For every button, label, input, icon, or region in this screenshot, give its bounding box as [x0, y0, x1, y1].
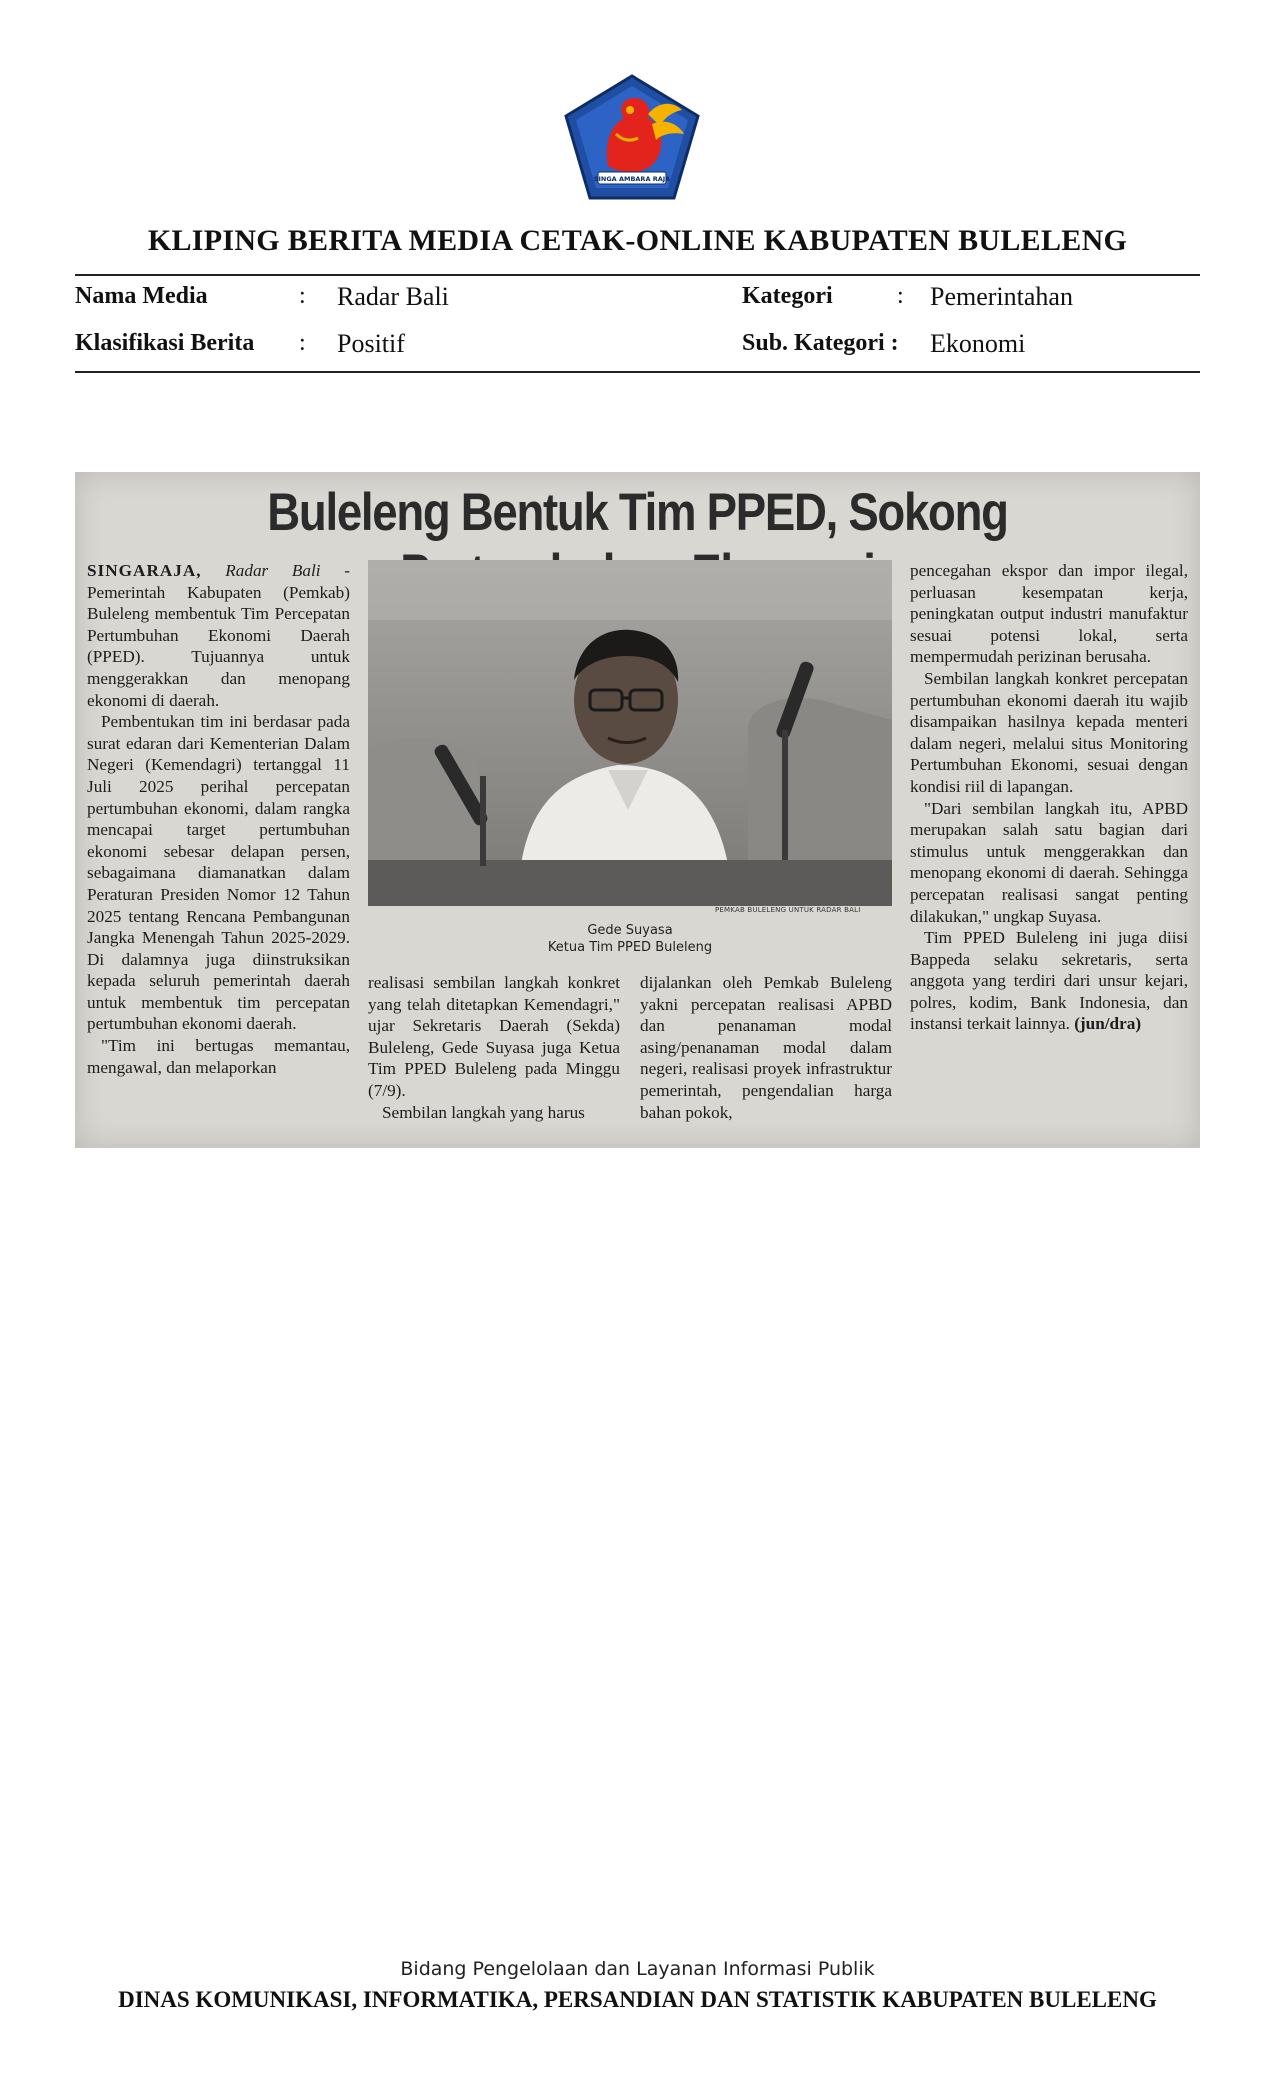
media-value: Radar Bali [337, 282, 449, 311]
column-4-paragraph-3: "Dari sembilan langkah itu, APBD merupakan salah satu bagian dari stimulus untuk menggerakkan dan menopang ekonomi di daerah. Sehingga percepatan realisasi sangat penting dilakukan," ungkap Suyasa. [910, 798, 1188, 926]
article-column-1 [87, 560, 350, 1140]
article-lead-paragraph [87, 560, 350, 711]
caption-role: Ketua Tim PPED Buleleng [547, 940, 713, 955]
column-1-paragraph-1: - Pemerintah Kabupaten (Pemkab) Buleleng membentuk Tim Percepatan Pertumbuhan Ekonomi Daerah (PPED). Tujuannya untuk menggerakkan dan menopang ekonomi di daerah. [87, 561, 350, 710]
subcategory-value: Ekonomi [930, 329, 1026, 358]
photo-caption [368, 922, 892, 956]
article-source: Radar Bali [225, 561, 321, 580]
bottom-divider [75, 371, 1200, 373]
top-divider [75, 274, 1200, 276]
column-4-paragraph-4 [910, 927, 1188, 1035]
column-3-paragraph-1: dijalankan oleh Pemkab Buleleng yakni percepatan realisasi APBD dan penanaman modal asing/penanaman modal dalam negeri, realisasi proyek infrastruktur pemerintah, pengendalian harga bahan pokok, [640, 973, 892, 1122]
category-value: Pemerintahan [930, 282, 1073, 311]
column-4-paragraph-1: pencegahan ekspor dan impor ilegal, perluasan kesempatan kerja, peningkatan output industri manufaktur sesuai potensi lokal, serta mempermudah perizinan berusaha. [910, 561, 1188, 667]
svg-text:SINGA AMBARA RAJA: SINGA AMBARA RAJA [593, 175, 671, 183]
article-column-2 [368, 972, 620, 1142]
article-column-3 [640, 972, 892, 1142]
column-2-paragraph-2: Sembilan langkah yang harus [382, 1102, 585, 1122]
article-signoff: (jun/dra) [1074, 1014, 1142, 1034]
article-dateline: SINGARAJA, [87, 561, 202, 580]
media-colon: : [299, 283, 306, 309]
news-clipping [75, 472, 1200, 1148]
footer-department: Bidang Pengelolaan dan Layanan Informasi Publik [400, 1958, 875, 1980]
photo-credit: PEMKAB BULELENG UNTUK RADAR BALI [715, 906, 861, 914]
classification-colon: : [299, 330, 306, 356]
classification-label: Klasifikasi Berita [75, 330, 255, 356]
media-label: Nama Media [75, 283, 208, 309]
footer-agency: DINAS KOMUNIKASI, INFORMATIKA, PERSANDIAN DAN STATISTIK KABUPATEN BULELENG [118, 1987, 1157, 2012]
classification-value: Positif [337, 329, 405, 358]
caption-name: Gede Suyasa [587, 923, 673, 938]
column-2-paragraph-1: realisasi sembilan langkah konkret yang telah ditetapkan Kemendagri," ujar Sekretaris Daerah (Sekda) Buleleng, Gede Suyasa juga Ketua Tim PPED Buleleng pada Minggu (7/9). [368, 973, 620, 1100]
document-title: KLIPING BERITA MEDIA CETAK-ONLINE KABUPATEN BULELENG [147, 224, 1128, 257]
article-photo [368, 560, 892, 906]
singa-emblem-icon [564, 74, 700, 200]
column-4-paragraph-2: Sembilan langkah konkret percepatan pertumbuhan ekonomi daerah itu wajib disampaikan hasilnya kepada menteri dalam negeri, melalui situs Monitoring Pertumbuhan Ekonomi, sesuai dengan kondisi riil di lapangan. [910, 668, 1188, 796]
official-portrait-photo [368, 560, 892, 906]
column-1-paragraph-2: Pembentukan tim ini berdasar pada surat edaran dari Kementerian Dalam Negeri (Kemendagri) tertanggal 11 Juli 2025 perihal percepatan pertumbuhan ekonomi, dalam rangka mencapai target pertumbuhan ekonomi sebesar delapan persen, sebagaimana diamanatkan dalam Peraturan Presiden Nomor 12 Tahun 2025 tentang Rencana Pembangunan Jangka Menengah Tahun 2025-2029. Di dalamnya juga diinstruksikan kepada seluruh pemerintah daerah untuk membentuk tim percepatan pertumbuhan ekonomi daerah. [87, 712, 350, 1034]
buleleng-logo [564, 74, 700, 200]
article-headline: Buleleng Bentuk Tim PPED, Sokong [267, 483, 1008, 542]
category-colon: : [897, 283, 904, 309]
column-1-paragraph-3: "Tim ini bertugas memantau, mengawal, dan melaporkan [87, 1036, 350, 1077]
category-label: Kategori [742, 283, 833, 309]
article-column-4 [910, 560, 1188, 1140]
subcategory-label: Sub. Kategori : [742, 330, 899, 356]
column-4-paragraph-4-text: Tim PPED Buleleng ini juga diisi Bappeda selaku sekretaris, serta anggota yang terdiri dari unsur kejari, polres, kodim, Bank Indonesia, dan instansi terkait lainnya. [910, 928, 1188, 1034]
